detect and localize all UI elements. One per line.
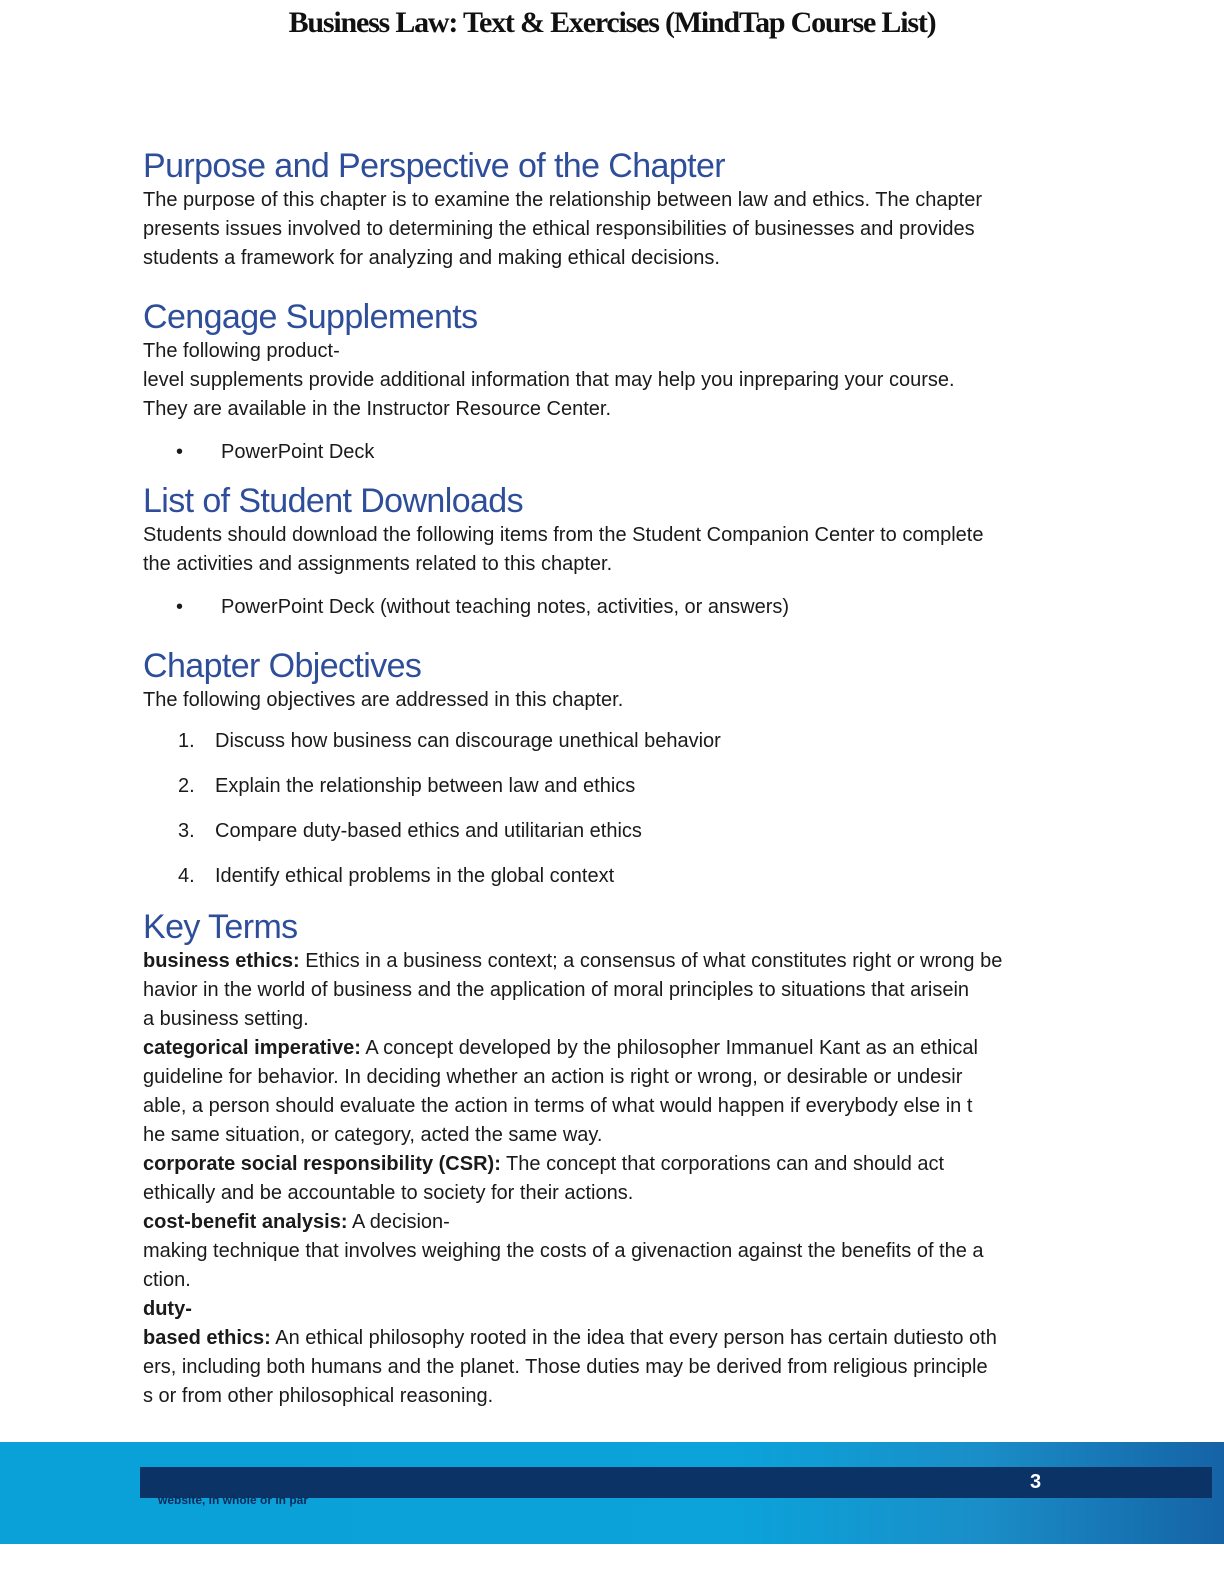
objective-text: Compare duty-based ethics and utilitarian ethics: [215, 820, 642, 842]
section-heading-key-terms: Key Terms: [143, 908, 298, 946]
downloads-list: [143, 593, 1083, 622]
objective-text: Discuss how business can discourage unethical behavior: [215, 730, 721, 752]
supplements-list: [143, 438, 1083, 467]
objective-text: Explain the relationship between law and ethics: [215, 775, 636, 797]
key-term-name: based ethics:: [143, 1327, 271, 1349]
paragraph-line: They are available in the Instructor Resource Center.: [143, 398, 612, 420]
list-item: [143, 438, 1083, 467]
key-term-definition: A concept developed by the philosopher Immanuel Kant as an ethical: [360, 1037, 978, 1059]
key-term-name: cost-benefit analysis:: [143, 1211, 348, 1233]
paragraph-line: the activities and assignments related to this chapter.: [143, 553, 613, 575]
objectives-intro: The following objectives are addressed in this chapter.: [143, 689, 624, 711]
section-heading-purpose: Purpose and Perspective of the Chapter: [143, 147, 726, 185]
key-term-definition-line: making technique that involves weighing the costs of a givenaction against the benefits of the a: [143, 1240, 984, 1262]
key-term-definition-line: able, a person should evaluate the action in terms of what would happen if everybody else in t: [143, 1095, 973, 1117]
objective-item: [143, 727, 1083, 756]
paragraph-line: The following product-: [143, 340, 340, 362]
paragraph-line: The purpose of this chapter is to examine the relationship between law and ethics. The chapter: [143, 189, 983, 211]
section-heading-downloads: List of Student Downloads: [143, 482, 524, 520]
paragraph-line: level supplements provide additional information that may help you inpreparing your course.: [143, 369, 955, 391]
key-term-entry: [143, 947, 1083, 1034]
section-heading-objectives: Chapter Objectives: [143, 647, 422, 685]
paragraph-line: presents issues involved to determining the ethical responsibilities of businesses and provides: [143, 218, 975, 240]
key-term-name: business ethics:: [143, 950, 300, 972]
key-term-definition-line: ction.: [143, 1269, 191, 1291]
paragraph-line: students a framework for analyzing and making ethical decisions.: [143, 247, 720, 269]
objectives-list: [143, 727, 1083, 891]
key-term-definition: Ethics in a business context; a consensus of what constitutes right or wrong be: [299, 950, 1003, 972]
key-term-name: duty-: [143, 1298, 192, 1320]
key-term-name: categorical imperative:: [143, 1037, 361, 1059]
key-term-definition-line: ers, including both humans and the planet. Those duties may be derived from religious principle: [143, 1356, 988, 1378]
key-term-definition: The concept that corporations can and should act: [500, 1153, 945, 1175]
section-heading-supplements: Cengage Supplements: [143, 298, 478, 336]
section-supplements: [143, 297, 1083, 467]
footer-note: website, in whole or in par: [158, 1493, 309, 1507]
bullet-icon: •: [176, 441, 184, 463]
list-item-text: PowerPoint Deck: [221, 441, 375, 463]
section-purpose: [143, 146, 1083, 273]
list-item: [143, 593, 1083, 622]
key-term-definition-line: guideline for behavior. In deciding whether an action is right or wrong, or desirable or undesir: [143, 1066, 963, 1088]
key-term-entry: [143, 1150, 1083, 1208]
key-term-entry: [143, 1034, 1083, 1150]
section-downloads: [143, 481, 1083, 622]
section-objectives: [143, 646, 1083, 891]
key-term-entry: [143, 1295, 1083, 1411]
key-term-name: corporate social responsibility (CSR):: [143, 1153, 501, 1175]
objective-text: Identify ethical problems in the global context: [215, 865, 615, 887]
objective-item: [143, 772, 1083, 801]
key-term-definition-line: he same situation, or category, acted the same way.: [143, 1124, 603, 1146]
bullet-icon: •: [176, 596, 184, 618]
objective-number: 3.: [178, 820, 195, 842]
page-number: 3: [1030, 1471, 1042, 1493]
objective-item: [143, 862, 1083, 891]
objective-number: 2.: [178, 775, 195, 797]
paragraph-line: Students should download the following items from the Student Companion Center to complete: [143, 524, 984, 546]
objective-number: 4.: [178, 865, 195, 887]
objective-item: [143, 817, 1083, 846]
section-key-terms: [143, 907, 1083, 1411]
key-term-definition-line: s or from other philosophical reasoning.: [143, 1385, 494, 1407]
key-term-definition: A decision-: [347, 1211, 450, 1233]
key-term-definition-line: havior in the world of business and the application of moral principles to situations that arisein: [143, 979, 970, 1001]
objective-number: 1.: [178, 730, 195, 752]
key-term-entry: [143, 1208, 1083, 1295]
page-content: [143, 146, 1083, 1411]
key-term-definition: An ethical philosophy rooted in the idea that every person has certain dutiesto oth: [270, 1327, 997, 1349]
document-header-title: Business Law: Text & Exercises (MindTap Course List): [288, 6, 936, 39]
key-term-definition-line: a business setting.: [143, 1008, 309, 1030]
key-term-definition-line: ethically and be accountable to society for their actions.: [143, 1182, 634, 1204]
list-item-text: PowerPoint Deck (without teaching notes, activities, or answers): [221, 596, 790, 618]
